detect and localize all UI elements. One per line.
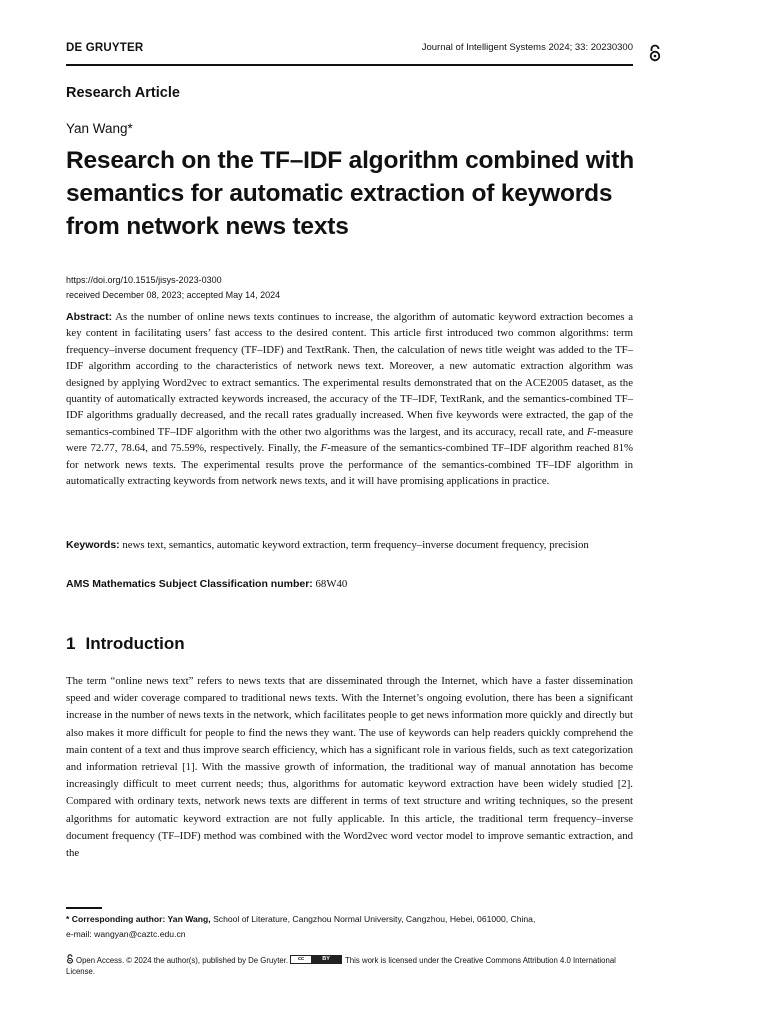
footnote-affiliation: School of Literature, Cangzhou Normal University, Cangzhou, Hebei, 061000, China, [213,914,536,924]
ams-label: AMS Mathematics Subject Classification number: [66,578,313,590]
journal-citation: Journal of Intelligent Systems 2024; 33: 20230300 [421,42,633,53]
footnote-divider [66,907,102,909]
footnote-label: * Corresponding author: Yan Wang, [66,914,211,924]
keywords-label: Keywords: [66,539,120,551]
open-access-icon [648,44,662,62]
running-header [66,40,633,66]
corresponding-author-footnote [66,912,633,941]
cc-badge-left: cc [291,956,311,963]
section-title: Introduction [85,634,185,653]
keywords [66,537,633,553]
cc-badge-right: BY [311,956,341,963]
license-text-before: Open Access. © 2024 the author(s), published by De Gruyter. [76,956,289,965]
abstract-label: Abstract: [66,311,113,323]
article-title: Research on the TF–IDF algorithm combined with semantics for automatic extraction of keywords from network news texts [66,147,634,240]
open-access-icon [66,954,74,964]
received-accepted-dates: received December 08, 2023; accepted May 14, 2024 [66,290,281,300]
introduction-paragraph: The term “online news text” refers to news texts that are disseminated through the Internet, which have a faster dissemination speed and wider coverage compared to traditional news texts. With the Internet’s ongoing evolution, there has been a significant increase in the number of news texts in the network, which facilitates people to get news information more quickly and directly but also makes it more difficult for people to find the news they want. The use of keywords can help readers quickly comprehend the main content of a text and thus improve search efficiency, which has a significant role in various fields, such as text categorization and information retrieval [1]. With the massive growth of information, the traditional way of manual annotation has become increasingly difficult to meet current needs; thus, algorithms for automatic keyword extraction have been widely studied [2]. Compared with ordinary texts, network news texts are different in terms of text structure and writing techniques, so the present algorithms for automatic keyword extraction are not fully applicable. In this article, the traditional term frequency–inverse document frequency (TF–IDF) method was combined with the Word2vec word vector model to improve semantic extraction, and the [66,675,633,860]
ams-value: 68W40 [315,578,348,590]
article-meta [66,273,280,303]
abstract [66,309,633,489]
ams-classification [66,578,347,590]
section-heading-introduction [66,634,185,654]
f-measure-symbol: F [320,442,328,455]
license-statement [66,954,633,977]
cc-by-badge-icon[interactable] [290,955,342,964]
license-text-after: This work is licensed under the Creative Commons Attribution 4.0 International License. [66,956,616,976]
publisher-name: DE GRUYTER [66,42,144,54]
doi-link[interactable]: https://doi.org/10.1515/jisys-2023-0300 [66,275,222,285]
footnote-email[interactable]: e-mail: wangyan@caztc.edu.cn [66,928,186,939]
author-name: Yan Wang* [66,121,133,136]
abstract-text-part-1: As the number of online news texts continues to increase, the algorithm of automatic keyword extraction becomes a key content in facilitating users’ fast access to the desired content. This article first introduced two common algorithms: term frequency–inverse document frequency (TF–IDF) and TextRank. Then, the calculation of news title weight was added to the TF–IDF algorithm according to the characteristics of network news text. Moreover, a new automatic extraction algorithm was designed by applying Word2vec to extract semantics. The experimental results demonstrated that on the ACE2005 dataset, as the quantity of automatically extracted keywords increased, the accuracy of the TF–IDF, TextRank, and the semantics-combined TF–IDF algorithms gradually decreased, and the recall rates gradually increased. When five keywords were extracted, the gap of the semantics-combined TF–IDF algorithm with the other two algorithms was the largest, and its accuracy, recall rate, and [66,311,633,438]
abstract-text-part-3: -measure of the semantics-combined TF–IDF algorithm reached 81% for network news texts. The experimental results prove the performance of the semantics-combined TF–IDF algorithm in automatically extracting keywords from network news texts, and it will have promising applications in practice. [66,442,633,488]
abstract-text-part-2: -measure were 72.77, 78.64, and 75.59%, respectively. Finally, the [66,425,633,455]
section-number: 1 [66,634,76,653]
f-measure-symbol: F [586,425,594,438]
article-type-label: Research Article [66,85,180,101]
keywords-text: news text, semantics, automatic keyword extraction, term frequency–inverse document frequency, precision [122,539,589,551]
